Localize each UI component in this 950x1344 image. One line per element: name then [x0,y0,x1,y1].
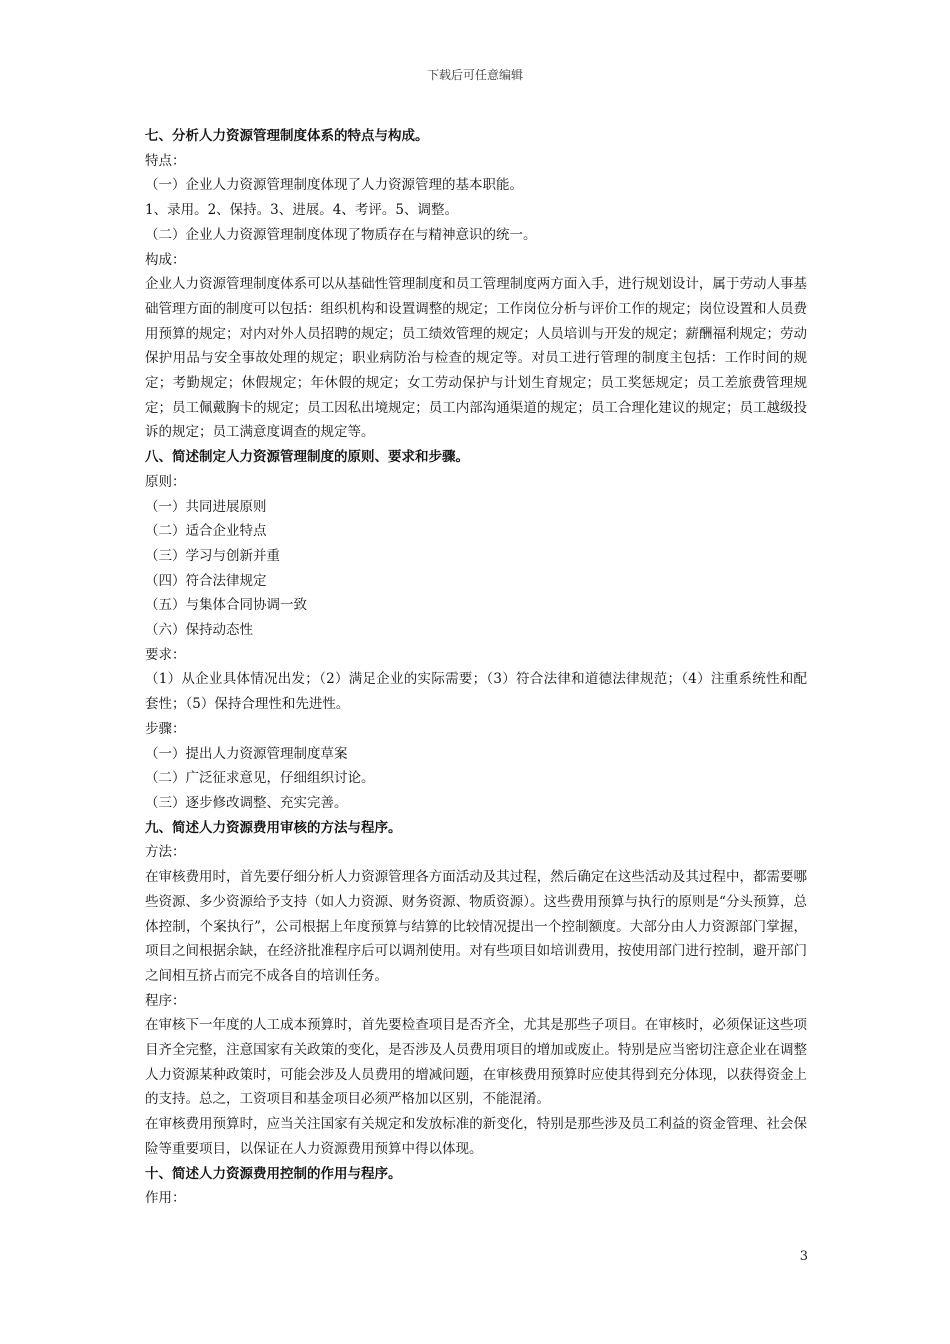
paragraph: 在审核下一年度的人工成本预算时，首先要检查项目是否齐全，尤其是那些子项目。在审核时，必须保证这些项目齐全完整，注意国家有关政策的变化，是否涉及人员费用项目的增加或废止。特别是应当密切注意企业在调整人力资源某种政策时，可能会涉及人员费用的增减问题，在审核费用预算时应使其得到充分体现，以获得资金上的支持。总之，工资项目和基金项目必须严格加以区别，不能混淆。 [145,1017,807,1108]
text-line: （一）共同进展原则 [145,498,267,515]
text-line: 要求： [145,646,186,663]
text-line: 1、录用。2、保持。3、进展。4、考评。5、调整。 [145,202,458,219]
paragraph: （1）从企业具体情况出发；（2）满足企业的实际需要；（3）符合法律和道德法律规范；（4）注重系统性和配套性；（5）保持合理性和先进性。 [145,671,807,713]
text-line: 作用： [145,1190,186,1207]
page-header: 下载后可任意编辑 [426,68,523,82]
text-line: （二）广泛征求意见，仔细组织讨论。 [145,770,375,787]
text-line: 构成： [145,251,186,268]
page-number: 3 [799,1249,808,1264]
text-line: 方法： [145,844,186,861]
text-line: （三）逐步修改调整、充实完善。 [145,794,348,811]
text-line: （二）适合企业特点 [145,523,267,540]
text-line: 原则： [145,473,186,490]
paragraph: 在审核费用时，首先要仔细分析人力资源管理各方面活动及其过程，然后确定在这些活动及其过程中，都需要哪些资源、多少资源给予支持（如人力资源、财务资源、物质资源）。这些费用预算与执行的原则是“分头预算，总体控制，个案执行”，公司根据上年度预算与结算的比较情况提出一个控制额度。大部分由人力资源部门掌握，项目之间根据余缺，在经济批准程序后可以调剂使用。对有些项目如培训费用，按使用部门进行控制，避开部门之间相互挤占而完不成各自的培训任务。 [145,869,807,984]
section-heading: 八、简述制定人力资源管理制度的原则、要求和步骤。 [145,449,469,466]
section-heading: 九、简述人力资源费用审核的方法与程序。 [145,819,402,836]
text-line: （一）企业人力资源管理制度体现了人力资源管理的基本职能。 [145,177,523,194]
text-line: （六）保持动态性 [145,622,253,639]
text-line: （四）符合法律规定 [145,572,267,589]
document-body [145,124,807,1211]
text-line: 程序： [145,992,186,1009]
text-line: 特点： [145,152,186,169]
paragraph: 企业人力资源管理制度体系可以从基础性管理制度和员工管理制度两方面入手，进行规划设计，属于劳动人事基础管理方面的制度可以包括：组织机构和设置调整的规定；工作岗位分析与评价工作的规定；岗位设置和人员费用预算的规定；对内对外人员招聘的规定；员工绩效管理的规定；人员培训与开发的规定；薪酬福利规定；劳动保护用品与安全事故处理的规定；职业病防治与检查的规定等。对员工进行管理的制度主包括：工作时间的规定；考勤规定；休假规定；年休假的规定；女工劳动保护与计划生育规定；员工奖惩规定；员工差旅费管理规定；员工佩戴胸卡的规定；员工因私出境规定；员工内部沟通渠道的规定；员工合理化建议的规定；员工越级投诉的规定；员工满意度调查的规定等。 [145,276,807,441]
section-heading: 七、分析人力资源管理制度体系的特点与构成。 [145,128,429,144]
section-heading: 十、简述人力资源费用控制的作用与程序。 [145,1165,402,1182]
text-line: （三）学习与创新并重 [145,547,280,564]
text-line: （二）企业人力资源管理制度体现了物质存在与精神意识的统一。 [145,226,537,243]
text-line: （五）与集体合同协调一致 [145,597,307,614]
text-line: （一）提出人力资源管理制度草案 [145,745,348,762]
paragraph: 在审核费用预算时，应当关注国家有关规定和发放标准的新变化，特别是那些涉及员工利益的资金管理、社会保险等重要项目，以保证在人力资源费用预算中得以体现。 [145,1116,807,1157]
text-line: 步骤： [145,720,186,737]
